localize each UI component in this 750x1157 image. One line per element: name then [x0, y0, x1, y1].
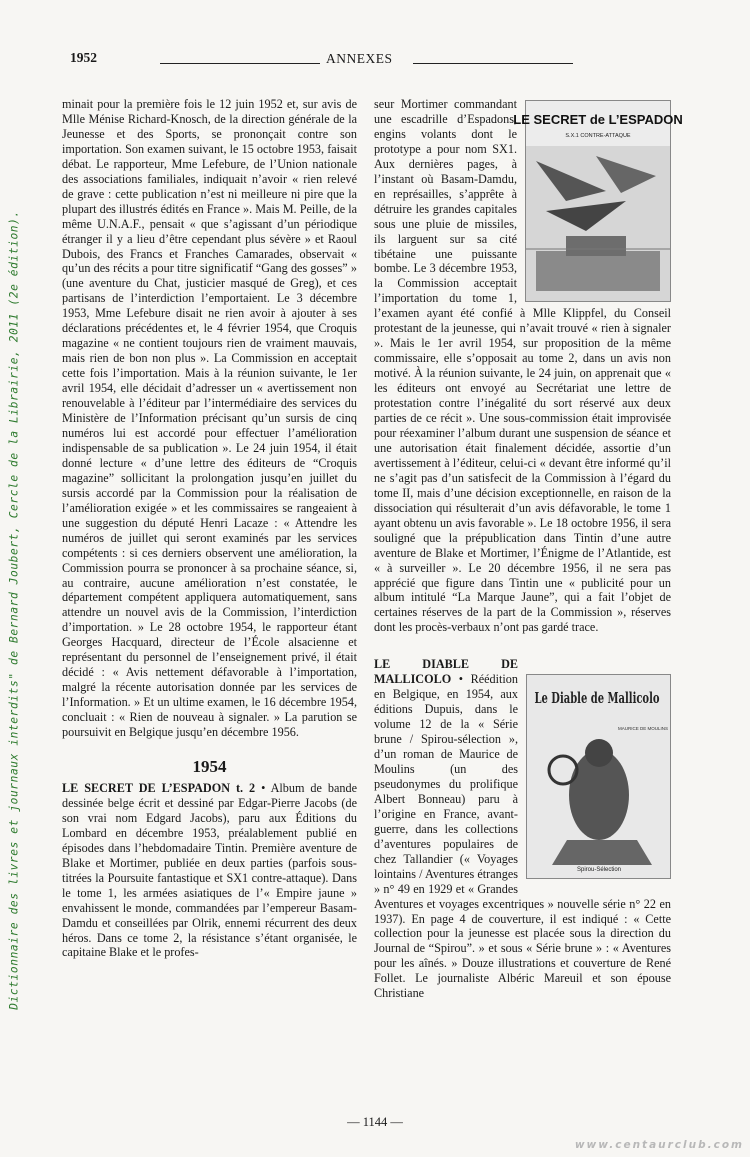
entry-espadon	[62, 781, 357, 960]
cover-subtitle: S.X.1 CONTRE-ATTAQUE	[565, 133, 631, 139]
cover-art-mallicolo	[527, 675, 670, 878]
cover-diable-mallicolo	[526, 674, 671, 879]
running-head-year: 1952	[70, 50, 97, 65]
entry-text: • Album de bande dessinée belge écrit et dessiné par Edgar-Pierre Jacobs (de son vrai nom Edgard Jacobs), paru aux Éditions du Lombard en décembre 1953, préalablement publié en épisodes dans l’hebdomadaire Tintin. Première aventure de Blake et Mortimer, publiée en deux parties (parfois sous-titrées la Poursuite fantastique et SX1 contre-attaque). Dans le tome 1, les armées asiatiques de l’« Empire jaune » envahissent le monde, commandées par l’empereur Basam-Damdu et conseillées par Olrik, ennemi récurrent des deux héros. Dans ce tome 2, la résistance s’étant organisée, le capitaine Blake et le profes-	[62, 780, 357, 960]
year-heading: 1954	[192, 756, 227, 776]
page-number: — 1144 —	[347, 1115, 403, 1129]
entry-text: • Réédition en Belgique, en 1954, aux éditions Dupuis, dans le volume 12 de la « Série brune / Spirou-sélection », d’un roman de Maurice de Moulins (un des pseudonymes du prolifique Albert Bonneau) paru à l’origine en France, avant-guerre, dans les collections d’aventures populaires de chez Tallandier (« Voyages lointains / Aventures étranges » n° 49 en 1929 et « Grandes Aventures et voyages excentriques » nouvelle série n° 22 en 1937). En page 4 de couverture, il est indiqué : « Cette collection pour la jeunesse est placée sous la direction du Journal de “Spirou”. » et sous « Série brune » : « Aventures pour les aînés. » Douze illustrations et couverture de René Follet. Le journaliste Albéric Mareuil et son épouse Christiane	[374, 672, 671, 1001]
watermark: www.centaurclub.com	[574, 1139, 744, 1151]
cover-collection: Spirou-Sélection	[576, 867, 622, 874]
side-credit-text: Dictionnaire des livres et journaux interdits" de Bernard Joubert, Cercle de la Librairie, 2011 (2e édition).	[7, 210, 21, 1010]
running-head-section: ANNEXES	[326, 51, 393, 66]
right-column	[374, 97, 683, 1001]
cover-title: LE SECRET de L’ESPADON	[513, 112, 683, 127]
cover-art-espadon	[513, 101, 683, 301]
side-credit	[2, 170, 26, 1050]
entry-title: LE DIABLE DE MALLICOLO	[374, 657, 518, 687]
header-rule-left	[160, 63, 320, 64]
body-paragraph: minait pour la première fois le 12 juin 1952 et, sur avis de Mlle Ménise Richard-Knosch, de la direction générale de la Jeunesse et des Sports, se prononçait contre son importation. Son examen suivant, le 15 octobre 1953, faisait débat. Le rapporteur, Mme Lefebure, de l’Union nationale des associations familiales, indiquait n’avoir « rien relevé de grave : cette publication n’est ni meilleure ni pire que la plupart des illustrés édités en France ». Mais M. Peille, de la même U.N.A.F., pensait « que s’agissant d’un périodique étranger il y a lieu d’être cependant plus sévère » et Raoul Dubois, des Francs et Franches Camarades, observait « qu’un des récits a pour titre significatif “Gang des gosses” » (une aventure du Chat, justicier masqué de Greg), et ces partisans de l’interdiction l’emportaient. Le 3 décembre 1953, Mme Lefebure disait ne rien avoir à ajouter à ses déclarations précédentes et, le 4 février 1954, que Croquis magazine « ne contient toujours rien de vraiment mauvais, mais rien de bon non plus ». La Commission en acceptait cette fois l’importation. Mais à la réunion suivante, le 1er avril 1954, elle décidait d’adresser un « avertissement non renouvelable à l’éditeur par l’intermédiaire des services du Ministère de l’Information précisant qu’un sursis de cinq numéros lui est accordé pour effectuer l’amélioration indispensable de sa publication ». Le 24 juin 1954, il était donné lecture « d’une lettre des éditeurs de “Croquis magazine” sollicitant la prolongation jusqu’en juillet du sursis accordé par la Commission pour la réalisation de l’amélioration exigée » et les commissaires se rangeaient à une suggestion du député Henri Lacaze : « Attendre les numéros de juillet qui seront examinés par les services compétents : si ces derniers observent une amélioration, la Commission pourra se prononcer à sa prochaine séance, si, au contraire, aucune amélioration n’est constatée, le département compétent appliquera automatiquement, sans attendre un nouvel avis de la Commission, l’interdiction d’importation. » Le 28 octobre 1954, le rapporteur étant Georges Hacquard, directeur de l’École alsacienne et représentant du personnel de l’enseignement privé, il était décidé : « Avis nettement défavorable à l’importation, malgré la récente autorisation donnée par les services de l’Information. » Et un ultime examen, le 16 décembre 1954, concluait : « Rien de nouveau à signaler. » La parution se poursuivit en Belgique jusqu’en décembre 1956.	[62, 97, 357, 740]
body-paragraph-espadon: seur Mortimer commandant une escadrille d’Espadons, engins volants dont le prototype a pour nom SX1. Aux dernières pages, à l’instant où Basam-Damdu, en représailles, s’apprête à détruire les grandes capitales sous une pluie de missiles, ils larguent sur sa cité tibétaine une puissante bombe. Le 3 décembre 1953, la Commission acceptait l’importation du tome 1, l’examen ayant été confié à Mlle Klippfel, du Conseil protestant de la jeunesse, qui n’avait trouvé « rien à signaler ». Mais le 1er avril 1954, sur proposition de la même commissaire, elle s’opposait au tome 2, dans un avis non motivé. À la réunion suivante, le 24 juin, on apprenait que « les éditeurs ont envoyé au Secrétariat une lettre de protestation contre l’inégalité du sort réservé aux deux parties de ce récit ». Une sous-commission était improvisée pour réexaminer l’album durant une suspension de séance et une autorisation était finalement décidée, assortie d’un avertissement à l’éditeur, celui-ci « devant être informé qu’il ne s’agit pas d’un satisfecit de la Commission à l’égard du tome II, mais d’une décision exceptionnelle, en raison de la dissociation qui résulterait d’un avis défavorable, le tome 1 ayant obtenu un avis favorable ». Le 18 octobre 1956, il sera souligné que la prépublication dans Tintin d’une autre aventure de Blake et Mortimer, l’Énigme de l’Atlantide, est « à surveiller ». Le 20 décembre 1956, il ne sera pas apprécié que figure dans Tintin une « publicité pour un album intitulé “La Marque Jaune”, qui a fait l’objet de certaines réserves de la part de la Commission », réserves dont les procès-verbaux n’ont pas gardé trace.	[374, 97, 671, 635]
cover-secret-espadon	[513, 100, 683, 302]
cover-author: MAURICE DE MOULINS	[617, 726, 669, 732]
left-column	[62, 97, 357, 960]
header-rule-right	[413, 63, 573, 64]
cover-title: Le Diable de Mallicolo	[534, 689, 660, 708]
entry-title: LE SECRET DE L’ESPADON t. 2	[62, 780, 256, 795]
